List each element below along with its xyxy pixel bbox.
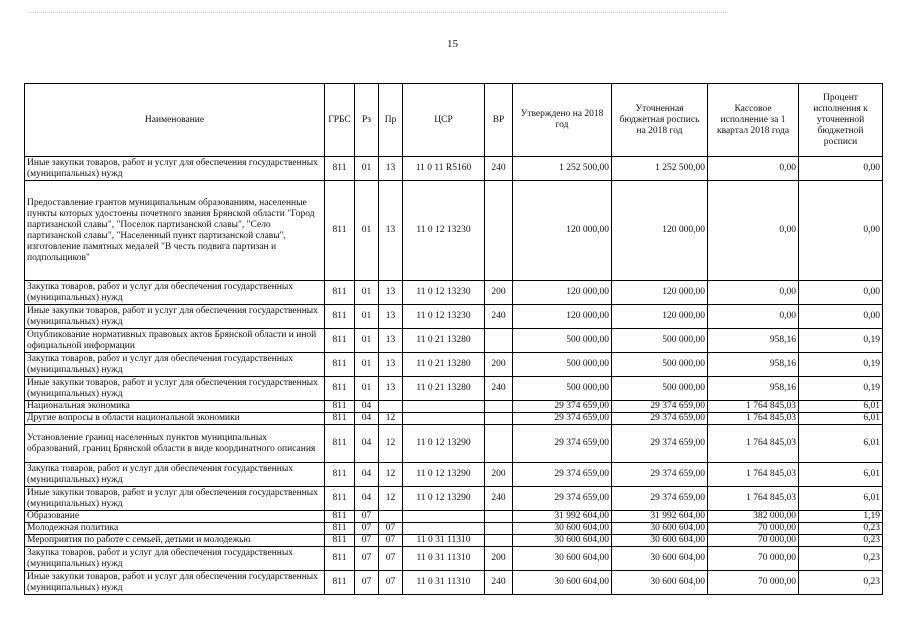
- cell-vr: 240: [485, 305, 513, 329]
- cell-rz: 04: [355, 425, 379, 463]
- cell-percent: 0,00: [799, 281, 883, 305]
- cell-refined: 500 000,00: [612, 353, 708, 377]
- cell-csr: 11 0 21 13280: [403, 329, 485, 353]
- cell-approved: 120 000,00: [513, 281, 612, 305]
- cell-name: Иные закупки товаров, работ и услуг для обеспечения государственных (муниципальных) нужд: [25, 377, 325, 401]
- cell-percent: 6,01: [799, 401, 883, 413]
- cell-grbs: 811: [325, 463, 355, 487]
- cell-rz: 04: [355, 463, 379, 487]
- cell-vr: [485, 511, 513, 523]
- header-csr: ЦСР: [403, 84, 485, 157]
- cell-percent: 0,00: [799, 181, 883, 281]
- cell-rz: 04: [355, 413, 379, 425]
- cell-vr: [485, 401, 513, 413]
- cell-cash: 958,16: [708, 329, 799, 353]
- cell-pr: 12: [379, 413, 403, 425]
- scan-artifact-line: [28, 12, 728, 19]
- table-row: [25, 511, 883, 523]
- cell-name: Молодежная политика: [25, 523, 325, 535]
- cell-csr: 11 0 12 13290: [403, 425, 485, 463]
- cell-cash: 70 000,00: [708, 523, 799, 535]
- cell-csr: [403, 523, 485, 535]
- table-row: [25, 487, 883, 511]
- cell-name: Образование: [25, 511, 325, 523]
- cell-approved: 29 374 659,00: [513, 413, 612, 425]
- cell-name: Предоставление грантов муниципальным образованиям, населенные пункты которых удостоены почетного звания Брянской области "Город партизанской славы", "Поселок партизанской славы", "Село партизанской славы", "Населенный пункт партизанской славы", изготовление памятных медалей "В честь подвига партизан и подпольщиков": [25, 181, 325, 281]
- cell-csr: [403, 401, 485, 413]
- cell-pr: 12: [379, 463, 403, 487]
- cell-grbs: 811: [325, 523, 355, 535]
- table-row: [25, 281, 883, 305]
- cell-vr: 200: [485, 547, 513, 571]
- cell-grbs: 811: [325, 353, 355, 377]
- cell-grbs: 811: [325, 401, 355, 413]
- cell-name: Установление границ населенных пунктов муниципальных образований, границ Брянской области в виде координатного описания: [25, 425, 325, 463]
- cell-csr: 11 0 31 11310: [403, 571, 485, 595]
- cell-cash: 0,00: [708, 305, 799, 329]
- table-row: [25, 571, 883, 595]
- cell-cash: 0,00: [708, 157, 799, 181]
- cell-pr: 07: [379, 547, 403, 571]
- cell-refined: 30 600 604,00: [612, 571, 708, 595]
- table-row: [25, 329, 883, 353]
- cell-pr: 12: [379, 487, 403, 511]
- cell-pr: 13: [379, 281, 403, 305]
- table-row: [25, 377, 883, 401]
- table-row: [25, 535, 883, 547]
- header-pr: Пр: [379, 84, 403, 157]
- cell-name: Национальная экономика: [25, 401, 325, 413]
- cell-percent: 6,01: [799, 487, 883, 511]
- cell-approved: 30 600 604,00: [513, 535, 612, 547]
- cell-percent: 0,19: [799, 377, 883, 401]
- cell-name: Закупка товаров, работ и услуг для обеспечения государственных (муниципальных) нужд: [25, 353, 325, 377]
- header-rz: Рз: [355, 84, 379, 157]
- table-row: [25, 425, 883, 463]
- cell-refined: 29 374 659,00: [612, 487, 708, 511]
- cell-rz: 07: [355, 547, 379, 571]
- cell-grbs: 811: [325, 535, 355, 547]
- cell-rz: 07: [355, 535, 379, 547]
- cell-rz: 07: [355, 523, 379, 535]
- cell-approved: 500 000,00: [513, 329, 612, 353]
- cell-rz: 01: [355, 353, 379, 377]
- cell-pr: 13: [379, 157, 403, 181]
- cell-name: Закупка товаров, работ и услуг для обеспечения государственных (муниципальных) нужд: [25, 547, 325, 571]
- cell-grbs: 811: [325, 547, 355, 571]
- table-row: [25, 401, 883, 413]
- cell-cash: 1 764 845,03: [708, 401, 799, 413]
- cell-csr: 11 0 31 11310: [403, 535, 485, 547]
- cell-name: Другие вопросы в области национальной экономики: [25, 413, 325, 425]
- cell-percent: 0,19: [799, 329, 883, 353]
- table-row: [25, 353, 883, 377]
- table-row: [25, 547, 883, 571]
- cell-vr: 200: [485, 281, 513, 305]
- cell-percent: 0,00: [799, 305, 883, 329]
- cell-rz: 01: [355, 377, 379, 401]
- cell-rz: 07: [355, 571, 379, 595]
- cell-percent: 0,23: [799, 523, 883, 535]
- cell-refined: 120 000,00: [612, 281, 708, 305]
- cell-approved: 30 600 604,00: [513, 571, 612, 595]
- cell-approved: 29 374 659,00: [513, 487, 612, 511]
- cell-grbs: 811: [325, 181, 355, 281]
- cell-name: Закупка товаров, работ и услуг для обеспечения государственных (муниципальных) нужд: [25, 281, 325, 305]
- table-row: [25, 523, 883, 535]
- cell-pr: 07: [379, 571, 403, 595]
- cell-cash: 1 764 845,03: [708, 413, 799, 425]
- header-vr: ВР: [485, 84, 513, 157]
- cell-percent: 6,01: [799, 413, 883, 425]
- cell-pr: [379, 401, 403, 413]
- cell-refined: 120 000,00: [612, 181, 708, 281]
- cell-approved: 31 992 604,00: [513, 511, 612, 523]
- cell-cash: 958,16: [708, 353, 799, 377]
- cell-vr: [485, 329, 513, 353]
- cell-vr: [485, 181, 513, 281]
- cell-vr: 240: [485, 157, 513, 181]
- cell-name: Иные закупки товаров, работ и услуг для обеспечения государственных (муниципальных) нужд: [25, 571, 325, 595]
- cell-cash: 0,00: [708, 281, 799, 305]
- cell-percent: 0,23: [799, 535, 883, 547]
- cell-percent: 0,23: [799, 571, 883, 595]
- cell-cash: 382 000,00: [708, 511, 799, 523]
- cell-rz: 01: [355, 305, 379, 329]
- cell-grbs: 811: [325, 413, 355, 425]
- cell-approved: 500 000,00: [513, 377, 612, 401]
- cell-pr: 13: [379, 353, 403, 377]
- cell-grbs: 811: [325, 511, 355, 523]
- cell-csr: 11 0 31 11310: [403, 547, 485, 571]
- cell-refined: 120 000,00: [612, 305, 708, 329]
- cell-percent: 0,19: [799, 353, 883, 377]
- cell-pr: 07: [379, 523, 403, 535]
- cell-pr: 12: [379, 425, 403, 463]
- cell-csr: 11 0 12 13290: [403, 463, 485, 487]
- cell-rz: 01: [355, 329, 379, 353]
- cell-pr: [379, 511, 403, 523]
- cell-approved: 29 374 659,00: [513, 425, 612, 463]
- cell-rz: 01: [355, 157, 379, 181]
- cell-grbs: 811: [325, 157, 355, 181]
- cell-pr: 13: [379, 181, 403, 281]
- cell-csr: 11 0 21 13280: [403, 377, 485, 401]
- cell-vr: 240: [485, 571, 513, 595]
- cell-refined: 30 600 604,00: [612, 535, 708, 547]
- cell-csr: 11 0 11 R5160: [403, 157, 485, 181]
- cell-percent: 1,19: [799, 511, 883, 523]
- table-row: [25, 157, 883, 181]
- table-row: [25, 413, 883, 425]
- cell-percent: 0,00: [799, 157, 883, 181]
- cell-cash: 70 000,00: [708, 535, 799, 547]
- cell-name: Мероприятия по работе с семьей, детьми и молодежью: [25, 535, 325, 547]
- cell-vr: 240: [485, 487, 513, 511]
- cell-refined: 500 000,00: [612, 377, 708, 401]
- cell-grbs: 811: [325, 487, 355, 511]
- cell-approved: 29 374 659,00: [513, 463, 612, 487]
- cell-approved: 120 000,00: [513, 181, 612, 281]
- cell-csr: 11 0 12 13230: [403, 281, 485, 305]
- table-row: [25, 305, 883, 329]
- cell-rz: 07: [355, 511, 379, 523]
- cell-pr: 13: [379, 329, 403, 353]
- cell-vr: [485, 523, 513, 535]
- cell-approved: 120 000,00: [513, 305, 612, 329]
- cell-cash: 70 000,00: [708, 547, 799, 571]
- cell-pr: 07: [379, 535, 403, 547]
- cell-name: Иные закупки товаров, работ и услуг для обеспечения государственных (муниципальных) нужд: [25, 157, 325, 181]
- cell-refined: 29 374 659,00: [612, 463, 708, 487]
- cell-percent: 6,01: [799, 463, 883, 487]
- cell-csr: 11 0 12 13290: [403, 487, 485, 511]
- cell-csr: 11 0 12 13230: [403, 181, 485, 281]
- cell-grbs: 811: [325, 329, 355, 353]
- cell-grbs: 811: [325, 377, 355, 401]
- cell-percent: 6,01: [799, 425, 883, 463]
- cell-name: Закупка товаров, работ и услуг для обеспечения государственных (муниципальных) нужд: [25, 463, 325, 487]
- cell-csr: [403, 511, 485, 523]
- cell-refined: 29 374 659,00: [612, 413, 708, 425]
- header-name: Наименование: [25, 84, 325, 157]
- table-header-row: [25, 84, 883, 157]
- cell-cash: 0,00: [708, 181, 799, 281]
- cell-csr: 11 0 21 13280: [403, 353, 485, 377]
- cell-csr: 11 0 12 13230: [403, 305, 485, 329]
- page-number: 15: [447, 38, 458, 50]
- table-row: [25, 463, 883, 487]
- cell-cash: 70 000,00: [708, 571, 799, 595]
- header-cash: Кассовое исполнение за 1 квартал 2018 года: [708, 84, 799, 157]
- cell-name: Опубликование нормативных правовых актов Брянской области и иной официальной информации: [25, 329, 325, 353]
- header-approved: Утверждено на 2018 год: [513, 84, 612, 157]
- cell-vr: 200: [485, 353, 513, 377]
- cell-refined: 29 374 659,00: [612, 425, 708, 463]
- cell-cash: 958,16: [708, 377, 799, 401]
- cell-name: Иные закупки товаров, работ и услуг для обеспечения государственных (муниципальных) нужд: [25, 305, 325, 329]
- cell-approved: 29 374 659,00: [513, 401, 612, 413]
- cell-cash: 1 764 845,03: [708, 487, 799, 511]
- cell-refined: 30 600 604,00: [612, 547, 708, 571]
- header-percent: Процент исполнения к уточненной бюджетной росписи: [799, 84, 883, 157]
- cell-rz: 01: [355, 181, 379, 281]
- cell-rz: 04: [355, 487, 379, 511]
- cell-grbs: 811: [325, 305, 355, 329]
- cell-approved: 30 600 604,00: [513, 547, 612, 571]
- cell-csr: [403, 413, 485, 425]
- cell-refined: 1 252 500,00: [612, 157, 708, 181]
- cell-vr: [485, 425, 513, 463]
- cell-percent: 0,23: [799, 547, 883, 571]
- cell-name: Иные закупки товаров, работ и услуг для обеспечения государственных (муниципальных) нужд: [25, 487, 325, 511]
- cell-vr: [485, 413, 513, 425]
- cell-refined: 500 000,00: [612, 329, 708, 353]
- cell-refined: 30 600 604,00: [612, 523, 708, 535]
- cell-approved: 500 000,00: [513, 353, 612, 377]
- cell-cash: 1 764 845,03: [708, 463, 799, 487]
- cell-approved: 30 600 604,00: [513, 523, 612, 535]
- cell-pr: 13: [379, 305, 403, 329]
- cell-refined: 29 374 659,00: [612, 401, 708, 413]
- header-refined: Уточненная бюджетная роспись на 2018 год: [612, 84, 708, 157]
- cell-rz: 04: [355, 401, 379, 413]
- cell-vr: 200: [485, 463, 513, 487]
- cell-vr: 240: [485, 377, 513, 401]
- cell-pr: 13: [379, 377, 403, 401]
- cell-grbs: 811: [325, 571, 355, 595]
- cell-vr: [485, 535, 513, 547]
- cell-grbs: 811: [325, 281, 355, 305]
- cell-approved: 1 252 500,00: [513, 157, 612, 181]
- cell-cash: 1 764 845,03: [708, 425, 799, 463]
- header-grbs: ГРБС: [325, 84, 355, 157]
- cell-refined: 31 992 604,00: [612, 511, 708, 523]
- budget-table: [24, 83, 883, 595]
- cell-rz: 01: [355, 281, 379, 305]
- table-row: [25, 181, 883, 281]
- cell-grbs: 811: [325, 425, 355, 463]
